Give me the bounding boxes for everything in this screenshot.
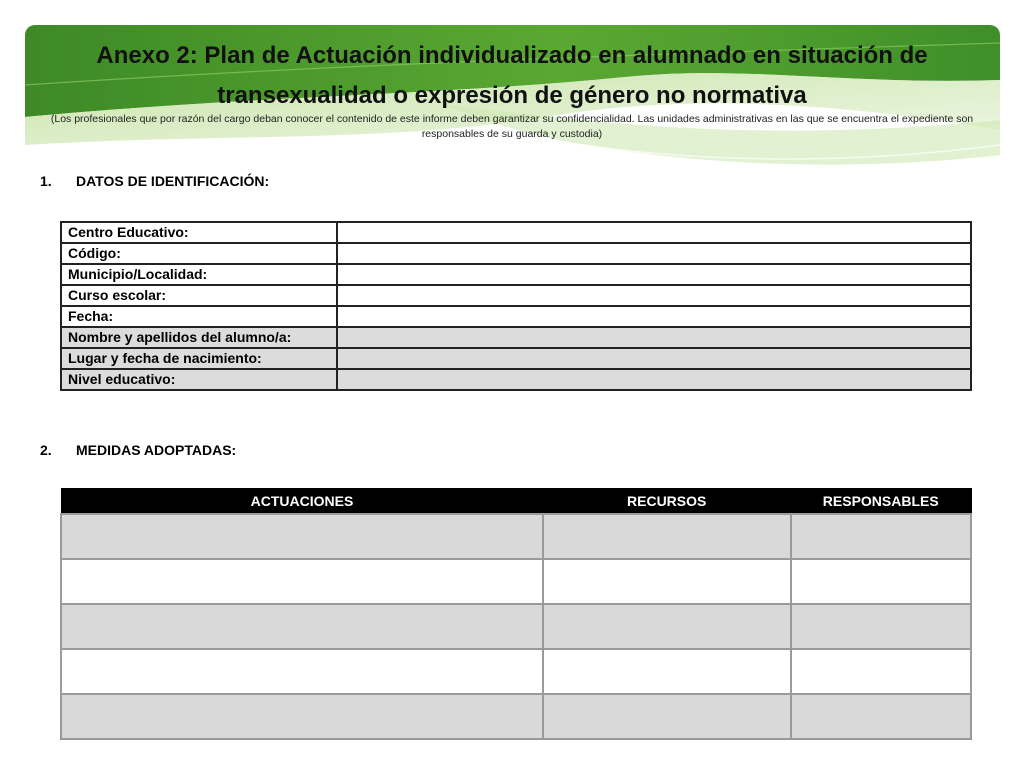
field-label: Nivel educativo: <box>61 369 337 390</box>
field-value[interactable] <box>337 306 971 327</box>
table-row <box>61 694 971 739</box>
column-header-responsables: RESPONSABLES <box>791 489 971 515</box>
section-number: 1. <box>40 173 52 189</box>
title-line-2: transexualidad o expresión de género no normativa <box>217 82 807 109</box>
section-title: DATOS DE IDENTIFICACIÓN: <box>76 173 270 189</box>
table-row <box>61 327 971 348</box>
field-label: Curso escolar: <box>61 285 337 306</box>
table-row <box>61 604 971 649</box>
section-measures-heading <box>40 442 236 458</box>
table-cell[interactable] <box>61 694 543 739</box>
table-cell[interactable] <box>791 559 971 604</box>
field-label: Nombre y apellidos del alumno/a: <box>61 327 337 348</box>
measures-table <box>60 488 972 740</box>
field-value[interactable] <box>337 348 971 369</box>
field-value[interactable] <box>337 327 971 348</box>
identification-table <box>60 221 972 391</box>
field-label: Lugar y fecha de nacimiento: <box>61 348 337 369</box>
table-cell[interactable] <box>543 649 791 694</box>
column-header-recursos: RECURSOS <box>543 489 791 515</box>
table-row <box>61 649 971 694</box>
table-row <box>61 348 971 369</box>
field-label: Municipio/Localidad: <box>61 264 337 285</box>
table-row <box>61 369 971 390</box>
field-label: Fecha: <box>61 306 337 327</box>
field-label: Código: <box>61 243 337 264</box>
table-cell[interactable] <box>61 604 543 649</box>
table-row <box>61 222 971 243</box>
confidentiality-note: (Los profesionales que por razón del cargo deban conocer el contenido de este informe deben garantizar su confidencialidad. Las unidades administrativas en las que se encuentra el expediente son responsables de su guarda y custodia) <box>50 113 974 140</box>
table-cell[interactable] <box>543 604 791 649</box>
table-row <box>61 559 971 604</box>
field-value[interactable] <box>337 222 971 243</box>
field-value[interactable] <box>337 285 971 306</box>
table-row <box>61 264 971 285</box>
section-identification-heading <box>40 173 269 189</box>
table-row <box>61 514 971 559</box>
table-cell[interactable] <box>61 649 543 694</box>
title-line-1: Anexo 2: Plan de Actuación individualizado en alumnado en situación de <box>96 42 928 69</box>
field-value[interactable] <box>337 264 971 285</box>
table-cell[interactable] <box>543 694 791 739</box>
field-label: Centro Educativo: <box>61 222 337 243</box>
field-value[interactable] <box>337 243 971 264</box>
table-row <box>61 243 971 264</box>
table-cell[interactable] <box>791 514 971 559</box>
column-header-actuaciones: ACTUACIONES <box>61 489 543 515</box>
table-cell[interactable] <box>543 559 791 604</box>
table-row <box>61 306 971 327</box>
section-title: MEDIDAS ADOPTADAS: <box>76 442 237 458</box>
table-cell[interactable] <box>61 559 543 604</box>
field-value[interactable] <box>337 369 971 390</box>
section-number: 2. <box>40 442 52 458</box>
table-cell[interactable] <box>791 649 971 694</box>
table-cell[interactable] <box>791 694 971 739</box>
table-header-row <box>61 489 971 515</box>
table-cell[interactable] <box>791 604 971 649</box>
table-row <box>61 285 971 306</box>
table-cell[interactable] <box>543 514 791 559</box>
table-cell[interactable] <box>61 514 543 559</box>
page-title <box>40 36 984 116</box>
